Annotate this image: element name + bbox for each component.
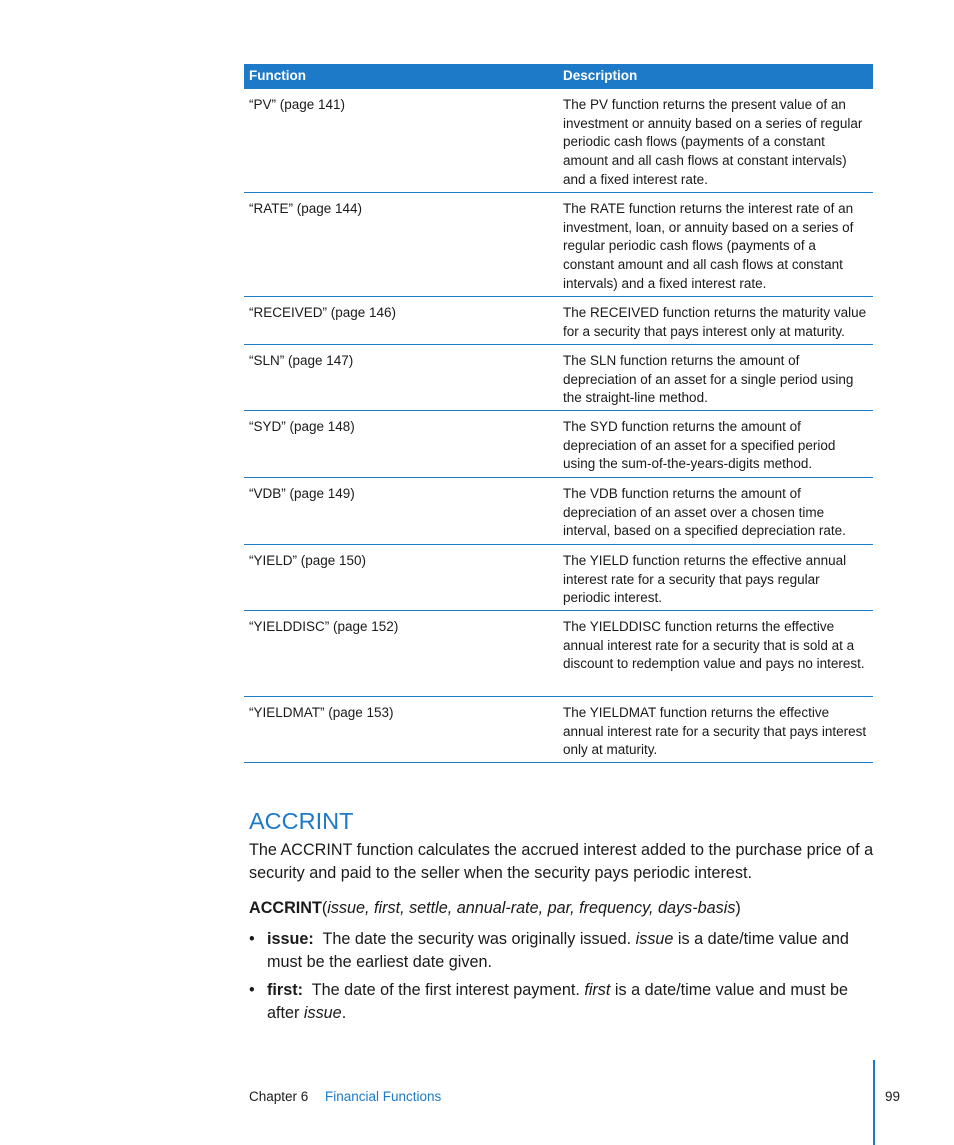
table-row [244,545,873,611]
argument-name: issue: [267,930,314,948]
function-description: The RATE function returns the interest rate of an investment, loan, or annuity based on a series of regular periodic cash flows (payments of a constant amount and all cash flows at constant intervals) and a fixed interest rate. [563,201,854,291]
header-function: Function [249,68,306,83]
table-row [244,411,873,478]
table-row [244,89,873,193]
function-link[interactable]: “VDB” (page 149) [249,486,355,501]
bullet: • [249,981,255,999]
function-link[interactable]: “YIELD” (page 150) [249,553,367,568]
syntax-close-paren: ) [735,899,741,917]
header-description: Description [563,68,638,83]
table-header [244,64,873,89]
function-link[interactable]: “SYD” (page 148) [249,419,355,434]
function-link[interactable]: “RATE” (page 144) [249,201,363,216]
table-row [244,478,873,545]
argument-italic: issue [303,1004,342,1023]
argument-text: is a date/time value and must be the earliest date given. [267,930,849,972]
function-link[interactable]: “RECEIVED” (page 146) [249,305,397,320]
function-description: The SYD function returns the amount of depreciation of an asset for a specified period using the sum-of-the-years-digits method. [563,419,836,472]
footer-section-link[interactable]: Financial Functions [325,1089,442,1104]
argument-italic: first [584,981,611,999]
footer-divider [873,1060,875,1145]
syntax-line [249,899,741,918]
function-link[interactable]: “SLN” (page 147) [249,353,354,368]
function-link[interactable]: “YIELDDISC” (page 152) [249,619,399,634]
table-row [244,193,873,297]
argument-item [249,928,869,975]
function-description: The PV function returns the present value of an investment or annuity based on a series of regular periodic cash flows (payments of a constant amount and all cash flows at constant intervals) and a fixed interest rate. [563,97,863,187]
syntax-name: ACCRINT [249,899,322,917]
syntax-open-paren: ( [321,899,328,917]
page-number: 99 [885,1089,901,1104]
function-description: The RECEIVED function returns the maturity value for a security that pays interest only at maturity. [563,305,867,339]
table-row [244,297,873,345]
function-link[interactable]: “PV” (page 141) [249,97,346,112]
table-row [244,697,873,763]
argument-name: first: [267,981,303,999]
argument-text: . [341,1004,347,1023]
argument-item [249,979,869,1026]
functions-table [244,64,873,763]
bullet: • [249,930,255,948]
footer-chapter: Chapter 6 [249,1089,309,1104]
argument-text: The date of the first interest payment. [311,981,585,999]
function-description: The YIELD function returns the effective annual interest rate for a security that pays regular periodic interest. [563,553,847,606]
function-description: The VDB function returns the amount of depreciation of an asset over a chosen time interval, based on a specified depreciation rate. [563,486,846,539]
argument-text: is a date/time value and must be after [267,981,848,1023]
section-intro: The ACCRINT function calculates the accrued interest added to the purchase price of a security and paid to the seller when the security pays periodic interest. [249,841,874,883]
table-row [244,611,873,697]
function-description: The YIELDMAT function returns the effective annual interest rate for a security that pays interest only at maturity. [563,705,867,758]
argument-italic: issue [635,930,674,948]
function-description: The YIELDDISC function returns the effective annual interest rate for a security that is sold at a discount to redemption value and pays no interest. [563,619,865,672]
table-row [244,345,873,411]
argument-text: The date the security was originally issued. [322,930,636,948]
syntax-args: issue, first, settle, annual-rate, par, frequency, days-basis [327,899,736,917]
function-description: The SLN function returns the amount of depreciation of an asset for a single period using the straight-line method. [563,353,854,406]
section-heading: ACCRINT [249,808,354,834]
function-link[interactable]: “YIELDMAT” (page 153) [249,705,394,720]
